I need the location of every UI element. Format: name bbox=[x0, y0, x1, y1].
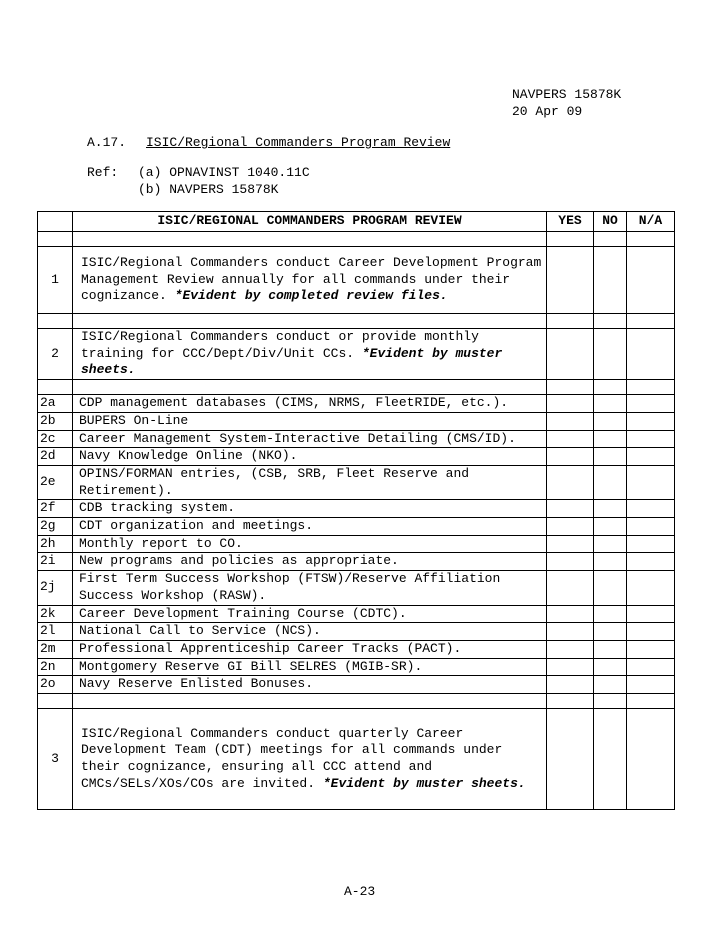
item-text: Navy Reserve Enlisted Bonuses. bbox=[73, 676, 547, 694]
yes-checkbox-cell[interactable] bbox=[547, 709, 594, 810]
yes-checkbox-cell[interactable] bbox=[547, 430, 594, 448]
na-checkbox-cell[interactable] bbox=[627, 535, 675, 553]
na-checkbox-cell[interactable] bbox=[627, 658, 675, 676]
table-row-item-2 bbox=[38, 329, 675, 380]
no-checkbox-cell[interactable] bbox=[594, 571, 627, 605]
item-id: 2c bbox=[38, 430, 73, 448]
spacer-row bbox=[38, 694, 675, 709]
no-checkbox-cell[interactable] bbox=[594, 448, 627, 466]
item-text: CDP management databases (CIMS, NRMS, FleetRIDE, etc.). bbox=[73, 395, 547, 413]
table-row-2c bbox=[38, 430, 675, 448]
table-row-2a bbox=[38, 395, 675, 413]
item-text: Navy Knowledge Online (NKO). bbox=[73, 448, 547, 466]
no-checkbox-cell[interactable] bbox=[594, 395, 627, 413]
table-row-2h bbox=[38, 535, 675, 553]
na-checkbox-cell[interactable] bbox=[627, 640, 675, 658]
yes-checkbox-cell[interactable] bbox=[547, 571, 594, 605]
na-checkbox-cell[interactable] bbox=[627, 676, 675, 694]
table-row-2o bbox=[38, 676, 675, 694]
item-text: OPINS/FORMAN entries, (CSB, SRB, Fleet Reserve and Retirement). bbox=[73, 465, 547, 499]
yes-checkbox-cell[interactable] bbox=[547, 412, 594, 430]
na-checkbox-cell[interactable] bbox=[627, 395, 675, 413]
item-text: National Call to Service (NCS). bbox=[73, 623, 547, 641]
yes-checkbox-cell[interactable] bbox=[547, 605, 594, 623]
spacer-row bbox=[38, 314, 675, 329]
section-title: ISIC/Regional Commanders Program Review bbox=[146, 135, 451, 150]
column-na: N/A bbox=[627, 212, 675, 232]
table-row-2i bbox=[38, 553, 675, 571]
table-row-item-3 bbox=[38, 709, 675, 810]
yes-checkbox-cell[interactable] bbox=[547, 658, 594, 676]
item-id: 3 bbox=[38, 709, 73, 810]
yes-checkbox-cell[interactable] bbox=[547, 535, 594, 553]
evidence-note: *Evident by muster sheets. bbox=[81, 345, 503, 378]
table-row-2d bbox=[38, 448, 675, 466]
section-number: A.17. bbox=[87, 135, 127, 150]
item-text: Career Management System-Interactive Detailing (CMS/ID). bbox=[73, 430, 547, 448]
item-id: 2o bbox=[38, 676, 73, 694]
no-checkbox-cell[interactable] bbox=[594, 553, 627, 571]
item-text: Monthly report to CO. bbox=[73, 535, 547, 553]
na-checkbox-cell[interactable] bbox=[627, 571, 675, 605]
item-id: 2n bbox=[38, 658, 73, 676]
na-checkbox-cell[interactable] bbox=[627, 623, 675, 641]
item-id: 2l bbox=[38, 623, 73, 641]
no-checkbox-cell[interactable] bbox=[594, 658, 627, 676]
item-id: 2f bbox=[38, 500, 73, 518]
no-checkbox-cell[interactable] bbox=[594, 535, 627, 553]
na-checkbox-cell[interactable] bbox=[627, 709, 675, 810]
table-row-2f bbox=[38, 500, 675, 518]
item-id: 2g bbox=[38, 518, 73, 536]
table-header-row bbox=[38, 212, 675, 232]
na-checkbox-cell[interactable] bbox=[627, 247, 675, 314]
no-checkbox-cell[interactable] bbox=[594, 709, 627, 810]
no-checkbox-cell[interactable] bbox=[594, 676, 627, 694]
item-id: 2d bbox=[38, 448, 73, 466]
item-id: 2m bbox=[38, 640, 73, 658]
na-checkbox-cell[interactable] bbox=[627, 500, 675, 518]
item-text: ISIC/Regional Commanders conduct quarterly Career Development Team (CDT) meetings for all commands under their cognizance, ensuring all CCC attend and CMCs/SELs/XOs/COs are invited. *Evident by muster sheets. bbox=[73, 709, 547, 810]
item-id: 2i bbox=[38, 553, 73, 571]
na-checkbox-cell[interactable] bbox=[627, 412, 675, 430]
no-checkbox-cell[interactable] bbox=[594, 465, 627, 499]
item-id: 2j bbox=[38, 571, 73, 605]
table-row-2l bbox=[38, 623, 675, 641]
na-checkbox-cell[interactable] bbox=[627, 605, 675, 623]
item-text: First Term Success Workshop (FTSW)/Reserve Affiliation Success Workshop (RASW). bbox=[73, 571, 547, 605]
table-row-2b bbox=[38, 412, 675, 430]
document-id: NAVPERS 15878K bbox=[512, 87, 622, 102]
column-no: NO bbox=[594, 212, 627, 232]
no-checkbox-cell[interactable] bbox=[594, 623, 627, 641]
item-text: Career Development Training Course (CDTC). bbox=[73, 605, 547, 623]
spacer-row bbox=[38, 380, 675, 395]
no-checkbox-cell[interactable] bbox=[594, 430, 627, 448]
no-checkbox-cell[interactable] bbox=[594, 518, 627, 536]
yes-checkbox-cell[interactable] bbox=[547, 500, 594, 518]
na-checkbox-cell[interactable] bbox=[627, 329, 675, 380]
evidence-note: *Evident by completed review files. bbox=[174, 288, 448, 304]
reference-b: (b) NAVPERS 15878K bbox=[138, 182, 279, 197]
yes-checkbox-cell[interactable] bbox=[547, 448, 594, 466]
yes-checkbox-cell[interactable] bbox=[547, 623, 594, 641]
table-row-2m bbox=[38, 640, 675, 658]
table-row-2j bbox=[38, 571, 675, 605]
item-text: Montgomery Reserve GI Bill SELRES (MGIB-SR). bbox=[73, 658, 547, 676]
yes-checkbox-cell[interactable] bbox=[547, 640, 594, 658]
item-text: CDT organization and meetings. bbox=[73, 518, 547, 536]
page-number: A-23 bbox=[344, 884, 376, 899]
table-row-2k bbox=[38, 605, 675, 623]
na-checkbox-cell[interactable] bbox=[627, 553, 675, 571]
table-row-2n bbox=[38, 658, 675, 676]
document-date: 20 Apr 09 bbox=[512, 104, 583, 119]
yes-checkbox-cell[interactable] bbox=[547, 329, 594, 380]
yes-checkbox-cell[interactable] bbox=[547, 676, 594, 694]
item-id: 2e bbox=[38, 465, 73, 499]
item-id: 2b bbox=[38, 412, 73, 430]
yes-checkbox-cell[interactable] bbox=[547, 247, 594, 314]
item-id: 1 bbox=[38, 247, 73, 314]
no-checkbox-cell[interactable] bbox=[594, 605, 627, 623]
table-title: ISIC/REGIONAL COMMANDERS PROGRAM REVIEW bbox=[73, 212, 547, 232]
yes-checkbox-cell[interactable] bbox=[547, 465, 594, 499]
item-text: New programs and policies as appropriate. bbox=[73, 553, 547, 571]
header-id-cell bbox=[38, 212, 73, 232]
item-text: ISIC/Regional Commanders conduct or provide monthly training for CCC/Dept/Div/Unit CCs. *Evident by muster sheets. bbox=[73, 329, 547, 380]
na-checkbox-cell[interactable] bbox=[627, 448, 675, 466]
reference-label: Ref: bbox=[87, 165, 119, 180]
program-review-table bbox=[37, 211, 675, 810]
no-checkbox-cell[interactable] bbox=[594, 640, 627, 658]
item-text: BUPERS On-Line bbox=[73, 412, 547, 430]
yes-checkbox-cell[interactable] bbox=[547, 518, 594, 536]
no-checkbox-cell[interactable] bbox=[594, 412, 627, 430]
table-row-2e bbox=[38, 465, 675, 499]
item-text: ISIC/Regional Commanders conduct Career Development Program Management Review annually for all commands under their cognizance. *Evident by completed review files. bbox=[73, 247, 547, 314]
item-text: CDB tracking system. bbox=[73, 500, 547, 518]
reference-a: (a) OPNAVINST 1040.11C bbox=[138, 165, 310, 180]
table-row-2g bbox=[38, 518, 675, 536]
na-checkbox-cell[interactable] bbox=[627, 465, 675, 499]
evidence-note: *Evident by muster sheets. bbox=[322, 775, 526, 791]
item-text: Professional Apprenticeship Career Tracks (PACT). bbox=[73, 640, 547, 658]
item-id: 2k bbox=[38, 605, 73, 623]
item-id: 2a bbox=[38, 395, 73, 413]
na-checkbox-cell[interactable] bbox=[627, 430, 675, 448]
no-checkbox-cell[interactable] bbox=[594, 247, 627, 314]
no-checkbox-cell[interactable] bbox=[594, 329, 627, 380]
yes-checkbox-cell[interactable] bbox=[547, 553, 594, 571]
spacer-row bbox=[38, 232, 675, 247]
item-id: 2h bbox=[38, 535, 73, 553]
yes-checkbox-cell[interactable] bbox=[547, 395, 594, 413]
column-yes: YES bbox=[547, 212, 594, 232]
table-row-item-1 bbox=[38, 247, 675, 314]
no-checkbox-cell[interactable] bbox=[594, 500, 627, 518]
item-id: 2 bbox=[38, 329, 73, 380]
na-checkbox-cell[interactable] bbox=[627, 518, 675, 536]
